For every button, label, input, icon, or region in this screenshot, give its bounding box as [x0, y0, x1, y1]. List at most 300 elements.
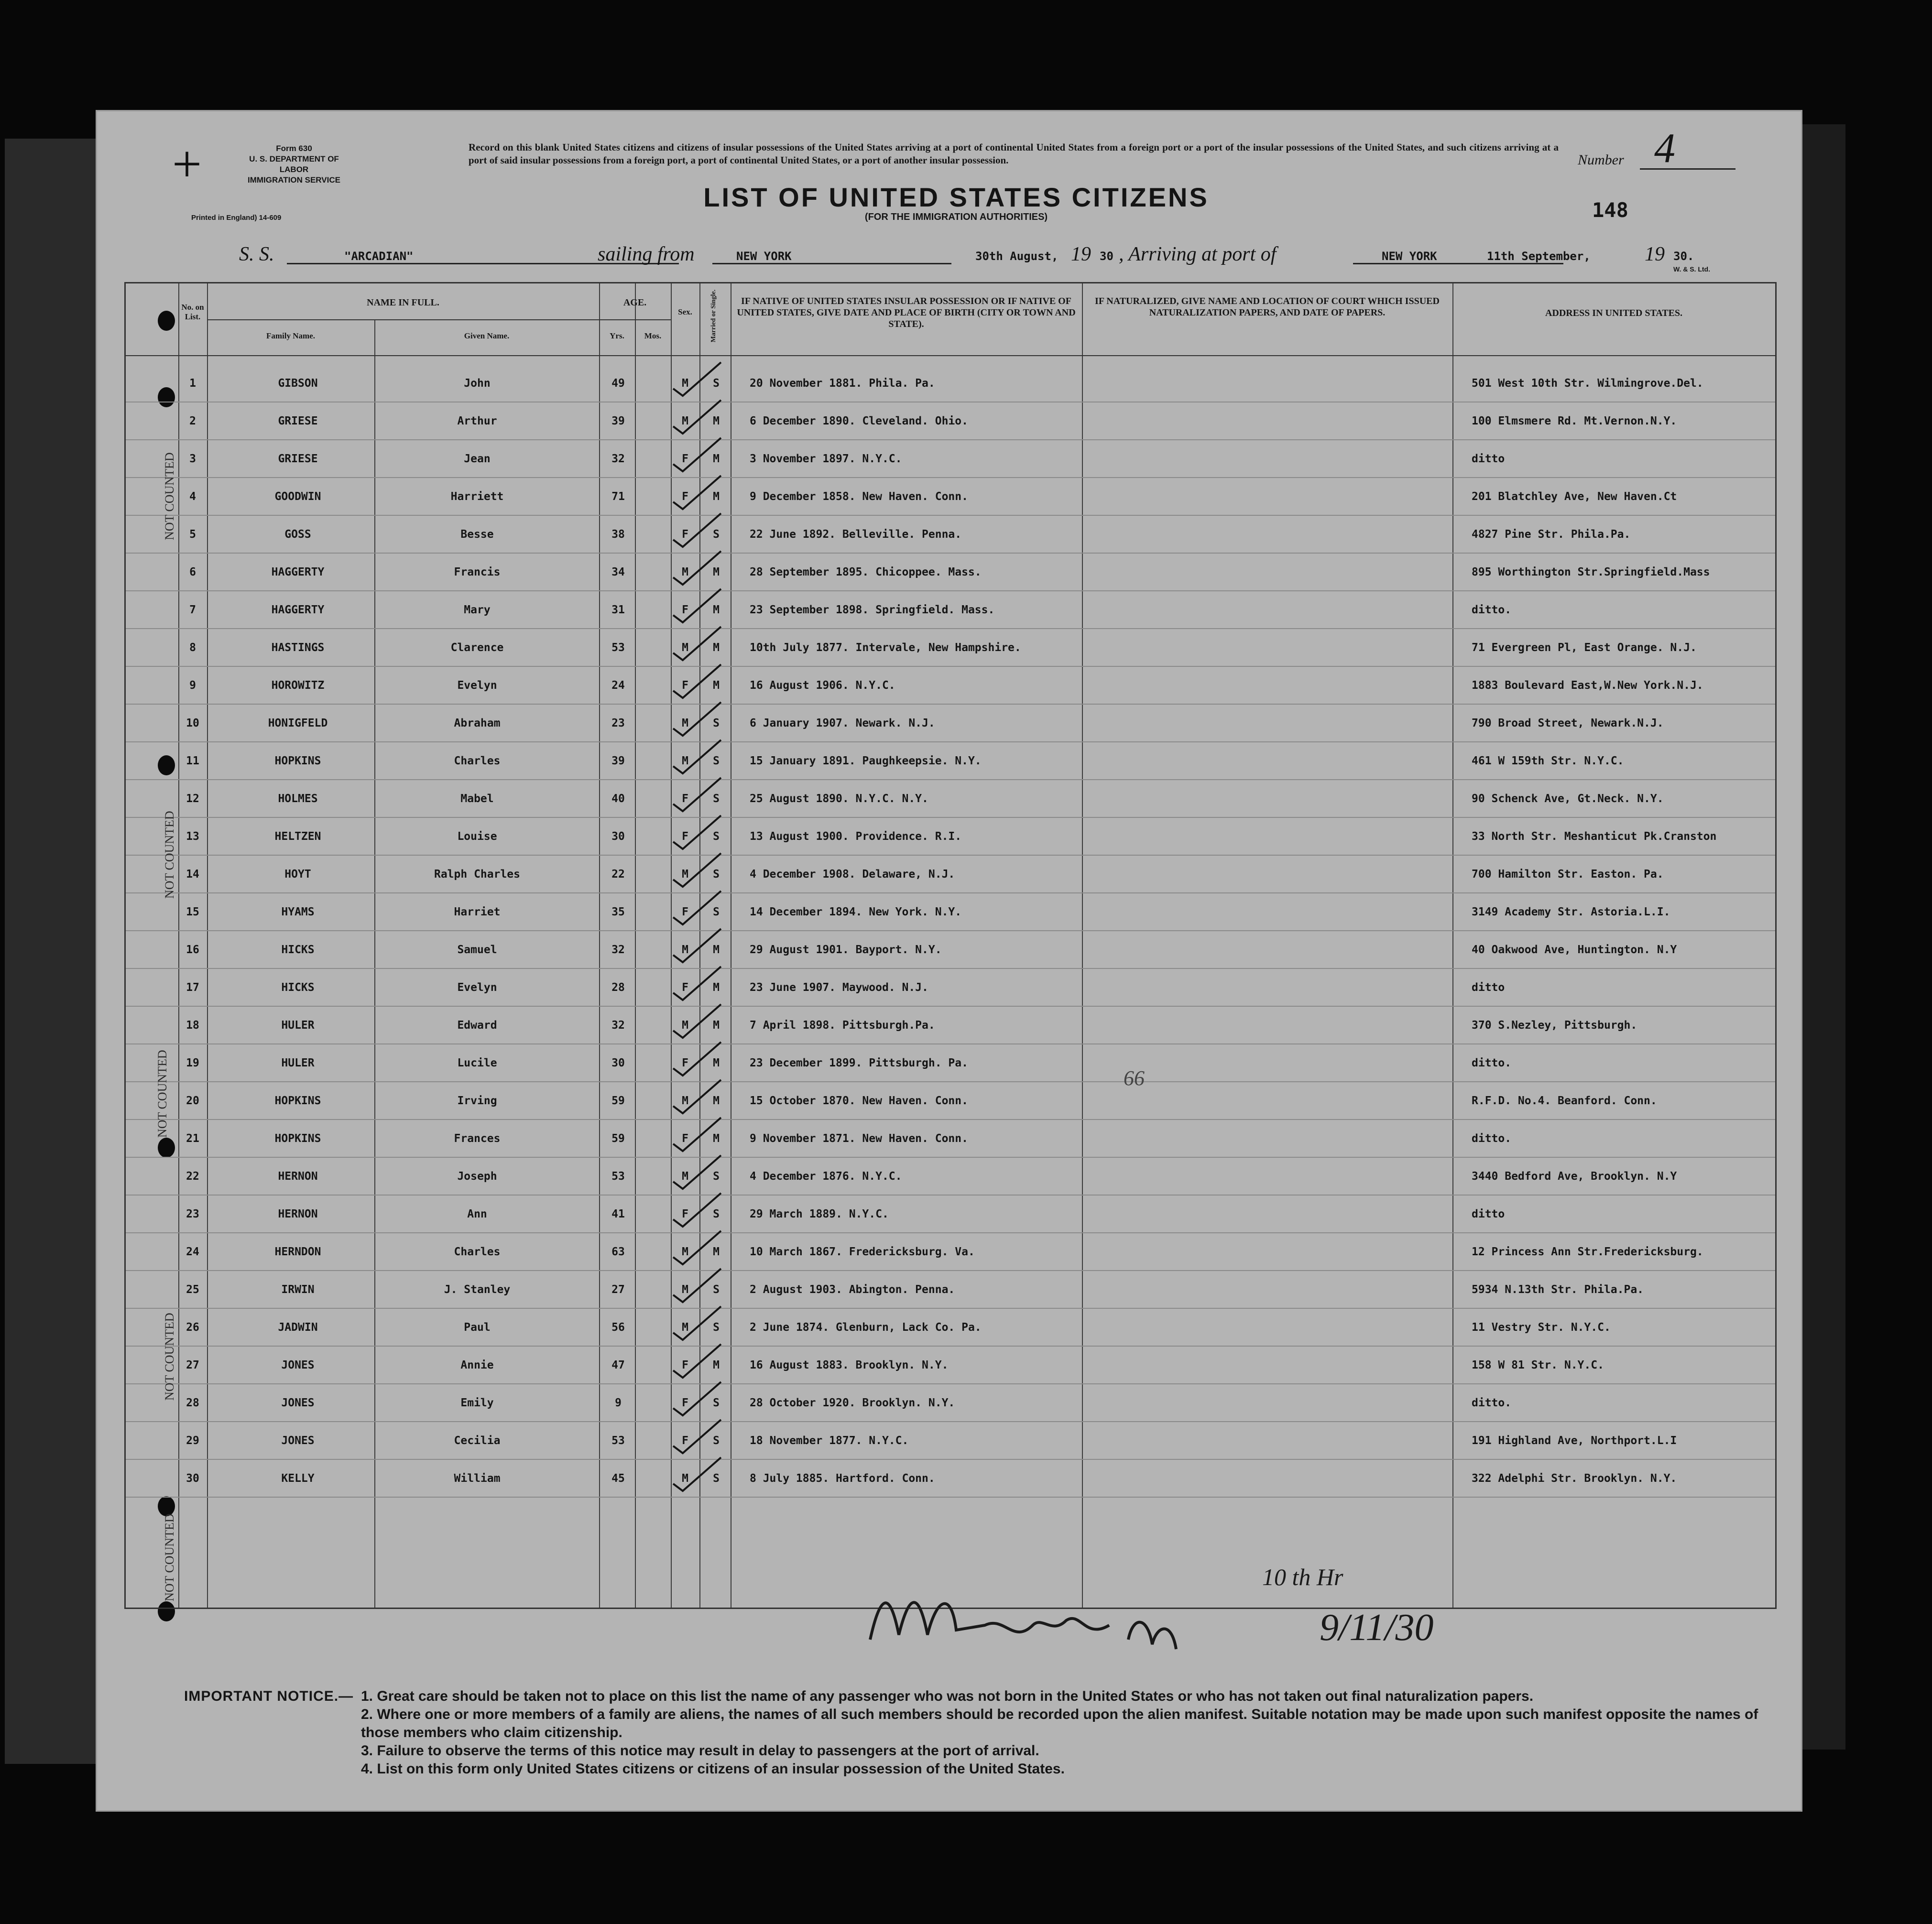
- check-mark: [668, 398, 726, 436]
- notice-lead: IMPORTANT NOTICE.—: [184, 1688, 354, 1704]
- given-name: John: [464, 377, 491, 390]
- birth-details: 9 November 1871. New Haven. Conn.: [750, 1132, 968, 1145]
- age-years: 32: [611, 1019, 625, 1032]
- given-name: Harriett: [450, 490, 504, 503]
- age-years: 63: [611, 1246, 625, 1258]
- row-number: 19: [186, 1057, 199, 1069]
- marital-status: S: [713, 868, 720, 880]
- table-row: [126, 1044, 1775, 1082]
- birth-details: 16 August 1883. Brooklyn. N.Y.: [750, 1359, 949, 1371]
- birth-details: 15 January 1891. Paughkeepsie. N.Y.: [750, 755, 982, 767]
- us-address: ditto: [1472, 981, 1505, 994]
- check-mark: [668, 473, 726, 511]
- marital-status: S: [713, 793, 720, 805]
- table-row: [126, 705, 1775, 742]
- marital-status: M: [713, 1057, 720, 1069]
- birth-details: 2 June 1874. Glenburn, Lack Co. Pa.: [750, 1321, 982, 1334]
- table-row: [126, 1384, 1775, 1422]
- given-name: Ann: [467, 1208, 487, 1220]
- marital-status: S: [713, 830, 720, 843]
- given-name: Cecilia: [454, 1435, 501, 1447]
- age-years: 39: [611, 755, 625, 767]
- row-number: 5: [189, 528, 196, 541]
- family-name: HOPKINS: [274, 1132, 321, 1145]
- family-name: HICKS: [281, 944, 315, 956]
- header-address: ADDRESS IN UNITED STATES.: [1545, 308, 1683, 318]
- us-address: ditto: [1472, 453, 1505, 465]
- family-name: JONES: [281, 1359, 315, 1371]
- header-no: No. on List.: [181, 303, 204, 321]
- birth-details: 23 December 1899. Pittsburgh. Pa.: [750, 1057, 968, 1069]
- age-years: 38: [611, 528, 625, 541]
- table-row: [126, 893, 1775, 931]
- age-years: 22: [611, 868, 625, 880]
- sex: M: [682, 1472, 688, 1485]
- table-row: [126, 969, 1775, 1006]
- age-years: 32: [611, 453, 625, 465]
- birth-details: 9 December 1858. New Haven. Conn.: [750, 490, 968, 503]
- given-name: Evelyn: [457, 981, 497, 994]
- table-row: [126, 591, 1775, 629]
- sex: M: [682, 1246, 688, 1258]
- departure-port: NEW YORK: [736, 250, 792, 263]
- row-number: 21: [186, 1132, 199, 1145]
- birth-details: 6 December 1890. Cleveland. Ohio.: [750, 415, 968, 427]
- age-years: 30: [611, 830, 625, 843]
- table-row: [126, 931, 1775, 968]
- age-years: 30: [611, 1057, 625, 1069]
- handwritten-margin-note: 66: [1124, 1066, 1145, 1090]
- form-label: [239, 143, 349, 185]
- row-number: 2: [189, 415, 196, 427]
- check-mark: [668, 1191, 726, 1229]
- sex: M: [682, 1170, 688, 1183]
- header-rule: [599, 319, 671, 320]
- birth-details: 23 June 1907. Maywood. N.J.: [750, 981, 928, 994]
- age-years: 34: [611, 566, 625, 578]
- row-number: 8: [189, 641, 196, 654]
- us-address: 322 Adelphi Str. Brooklyn. N.Y.: [1472, 1472, 1677, 1485]
- list-number: 4: [1654, 125, 1675, 172]
- marital-status: M: [713, 566, 720, 578]
- table-row: [126, 1082, 1775, 1120]
- check-mark: [668, 624, 726, 663]
- table-row: [126, 1309, 1775, 1346]
- age-years: 59: [611, 1132, 625, 1145]
- sex: M: [682, 377, 688, 390]
- birth-details: 29 March 1889. N.Y.C.: [750, 1208, 889, 1220]
- birth-details: 10th July 1877. Intervale, New Hampshire.: [750, 641, 1021, 654]
- row-number: 30: [186, 1472, 199, 1485]
- family-name: JONES: [281, 1397, 315, 1409]
- sex: M: [682, 641, 688, 654]
- sailing-date: 30th August,: [975, 250, 1059, 263]
- given-name: Jean: [464, 453, 491, 465]
- header-mos: Mos.: [644, 331, 662, 340]
- marital-status: M: [713, 981, 720, 994]
- us-address: 71 Evergreen Pl, East Orange. N.J.: [1472, 641, 1697, 654]
- age-years: 32: [611, 944, 625, 956]
- table-row: [126, 1460, 1775, 1497]
- header-sex: Sex.: [678, 307, 692, 316]
- header-native: IF NATIVE OF UNITED STATES INSULAR POSSESSION OR IF NATIVE OF UNITED STATES, GIVE DATE AND PLACE OF BIRTH (CITY OR TOWN AND STATE).: [737, 296, 1076, 329]
- sex: M: [682, 944, 688, 956]
- left-page-edge: [5, 139, 96, 1764]
- age-years: 53: [611, 1435, 625, 1447]
- given-name: Ralph Charles: [434, 868, 520, 880]
- check-mark: [668, 1380, 726, 1418]
- sex: F: [682, 1397, 688, 1409]
- family-name: GOODWIN: [274, 490, 321, 503]
- check-mark: [668, 738, 726, 776]
- row-number: 10: [186, 717, 199, 729]
- row-rule: [126, 1497, 1775, 1498]
- handwritten-check-mark: +: [172, 135, 202, 193]
- check-mark: [668, 926, 726, 965]
- check-mark: [668, 435, 726, 474]
- family-name: JONES: [281, 1435, 315, 1447]
- family-name: HYAMS: [281, 906, 315, 918]
- table-row: [126, 856, 1775, 893]
- check-mark: [668, 511, 726, 549]
- marital-status: M: [713, 1246, 720, 1258]
- row-number: 29: [186, 1435, 199, 1447]
- check-mark: [668, 1455, 726, 1493]
- not-counted-stamp: NOT COUNTED: [155, 1050, 169, 1138]
- check-mark: [668, 1153, 726, 1191]
- marital-status: S: [713, 528, 720, 541]
- age-years: 71: [611, 490, 625, 503]
- birth-details: 25 August 1890. N.Y.C. N.Y.: [750, 793, 928, 805]
- sex: F: [682, 830, 688, 843]
- age-years: 59: [611, 1095, 625, 1107]
- sex: M: [682, 1019, 688, 1032]
- sex: F: [682, 1435, 688, 1447]
- us-address: 3440 Bedford Ave, Brooklyn. N.Y: [1472, 1170, 1677, 1183]
- row-number: 24: [186, 1246, 199, 1258]
- us-address: 895 Worthington Str.Springfield.Mass: [1472, 566, 1710, 578]
- table-row: [126, 365, 1775, 402]
- row-number: 14: [186, 868, 199, 880]
- us-address: 100 Elmsmere Rd. Mt.Vernon.N.Y.: [1472, 415, 1677, 427]
- check-mark: [668, 1417, 726, 1456]
- marital-status: S: [713, 1208, 720, 1220]
- us-address: 90 Schenck Ave, Gt.Neck. N.Y.: [1472, 793, 1664, 805]
- birth-details: 3 November 1897. N.Y.C.: [750, 453, 902, 465]
- check-mark: [668, 1342, 726, 1380]
- table-row: [126, 516, 1775, 553]
- family-name: GOSS: [284, 528, 311, 541]
- table-row: [126, 1347, 1775, 1384]
- arrival-line: [1353, 263, 1563, 264]
- departure-line: [712, 263, 951, 264]
- check-mark: [668, 700, 726, 738]
- marital-status: S: [713, 1170, 720, 1183]
- check-mark: [668, 889, 726, 927]
- marital-status: M: [713, 1132, 720, 1145]
- marital-status: S: [713, 1472, 720, 1485]
- given-name: Abraham: [454, 717, 501, 729]
- sex: F: [682, 528, 688, 541]
- birth-details: 16 August 1906. N.Y.C.: [750, 679, 895, 692]
- age-years: 41: [611, 1208, 625, 1220]
- birth-details: 28 September 1895. Chicoppee. Mass.: [750, 566, 982, 578]
- row-number: 6: [189, 566, 196, 578]
- age-years: 40: [611, 793, 625, 805]
- sex: F: [682, 490, 688, 503]
- family-name: HOYT: [284, 868, 311, 880]
- family-name: HERNON: [278, 1170, 318, 1183]
- check-mark: [668, 1266, 726, 1304]
- notice-item: 1. Great care should be taken not to place on this list the name of any passenger who was not born in the United States or who has not taken out final naturalization papers.: [361, 1688, 1534, 1704]
- us-address: 370 S.Nezley, Pittsburgh.: [1472, 1019, 1637, 1032]
- row-number: 28: [186, 1397, 199, 1409]
- form-number: Form 630: [276, 144, 312, 153]
- birth-details: 4 December 1908. Delaware, N.J.: [750, 868, 955, 880]
- table-row: [126, 1007, 1775, 1044]
- not-counted-stamp: NOT COUNTED: [163, 1513, 176, 1601]
- given-name: Charles: [454, 755, 501, 767]
- row-number: 9: [189, 679, 196, 692]
- inspector-signature: [861, 1568, 1291, 1663]
- marital-status: M: [713, 641, 720, 654]
- us-address: 191 Highland Ave, Northport.L.I: [1472, 1435, 1677, 1447]
- us-address: 158 W 81 Str. N.Y.C.: [1472, 1359, 1604, 1371]
- birth-details: 7 April 1898. Pittsburgh.Pa.: [750, 1019, 935, 1032]
- arrival-port: NEW YORK: [1382, 250, 1437, 263]
- us-address: ditto: [1472, 1208, 1505, 1220]
- given-name: J. Stanley: [444, 1283, 511, 1296]
- given-name: Francis: [454, 566, 501, 578]
- row-number: 16: [186, 944, 199, 956]
- given-name: Lucile: [457, 1057, 497, 1069]
- not-counted-stamp: NOT COUNTED: [163, 452, 176, 540]
- us-address: 40 Oakwood Ave, Huntington. N.Y: [1472, 944, 1677, 956]
- given-name: Samuel: [457, 944, 497, 956]
- check-mark: [668, 587, 726, 625]
- sex: M: [682, 1095, 688, 1107]
- row-number: 20: [186, 1095, 199, 1107]
- check-mark: [668, 549, 726, 587]
- given-name: Clarence: [450, 641, 504, 654]
- marital-status: S: [713, 1283, 720, 1296]
- ss-label: S. S.: [239, 243, 274, 265]
- department-name: U. S. DEPARTMENT OF LABOR: [249, 154, 339, 174]
- us-address: 5934 N.13th Str. Phila.Pa.: [1472, 1283, 1644, 1296]
- row-number: 17: [186, 981, 199, 994]
- row-number: 22: [186, 1170, 199, 1183]
- us-address: 700 Hamilton Str. Easton. Pa.: [1472, 868, 1664, 880]
- header-yrs: Yrs.: [610, 331, 624, 340]
- year-suffix-1: 30: [1100, 250, 1113, 263]
- marital-status: M: [713, 415, 720, 427]
- family-name: HICKS: [281, 981, 315, 994]
- age-years: 24: [611, 679, 625, 692]
- us-address: R.F.D. No.4. Beanford. Conn.: [1472, 1095, 1657, 1107]
- us-address: 1883 Boulevard East,W.New York.N.J.: [1472, 679, 1703, 692]
- notice-item: 2. Where one or more members of a family are aliens, the names of all such members should be recorded upon the alien manifest. Suitable notation may be made upon such manifest opposite the names of those members who claim citizenship.: [361, 1707, 1758, 1740]
- given-name: Mary: [464, 604, 491, 616]
- family-name: GRIESE: [278, 453, 318, 465]
- table-row: [126, 780, 1775, 817]
- family-name: HERNON: [278, 1208, 318, 1220]
- given-name: Irving: [457, 1095, 497, 1107]
- row-number: 15: [186, 906, 199, 918]
- service-name: IMMIGRATION SERVICE: [248, 175, 340, 185]
- row-number: 3: [189, 453, 196, 465]
- family-name: HONIGFELD: [268, 717, 328, 729]
- header-married-single: Married or Single.: [710, 289, 717, 343]
- check-mark: [668, 1040, 726, 1078]
- sex: M: [682, 1321, 688, 1334]
- row-number: 25: [186, 1283, 199, 1296]
- table-row: [126, 402, 1775, 440]
- us-address: ditto.: [1472, 1132, 1512, 1145]
- check-mark: [668, 1304, 726, 1342]
- marital-status: M: [713, 944, 720, 956]
- table-row: [126, 818, 1775, 855]
- age-years: 31: [611, 604, 625, 616]
- us-address: ditto.: [1472, 1397, 1512, 1409]
- sex: F: [682, 1057, 688, 1069]
- header-family-name: Family Name.: [266, 331, 315, 340]
- birth-details: 29 August 1901. Bayport. N.Y.: [750, 944, 942, 956]
- age-years: 27: [611, 1283, 625, 1296]
- given-name: Joseph: [457, 1170, 497, 1183]
- row-number: 11: [186, 755, 199, 767]
- birth-details: 22 June 1892. Belleville. Penna.: [750, 528, 962, 541]
- header-name-in-full: NAME IN FULL.: [367, 297, 439, 308]
- row-number: 26: [186, 1321, 199, 1334]
- birth-details: 14 December 1894. New York. N.Y.: [750, 906, 962, 918]
- marital-status: M: [713, 1359, 720, 1371]
- notice-item: 4. List on this form only United States citizens or citizens of an insular possession of the United States.: [361, 1761, 1065, 1777]
- table-row: [126, 1196, 1775, 1233]
- header-rule: [126, 355, 1775, 356]
- birth-details: 15 October 1870. New Haven. Conn.: [750, 1095, 968, 1107]
- marital-status: S: [713, 906, 720, 918]
- marital-status: M: [713, 1019, 720, 1032]
- header-naturalized: IF NATURALIZED, GIVE NAME AND LOCATION OF COURT WHICH ISSUED NATURALIZATION PAPERS, AND DATE OF PAPERS.: [1095, 296, 1440, 318]
- birth-details: 8 July 1885. Hartford. Conn.: [750, 1472, 935, 1485]
- sex: F: [682, 906, 688, 918]
- check-mark: [668, 1115, 726, 1153]
- family-name: JADWIN: [278, 1321, 318, 1334]
- printed-note: Printed in England) 14-609: [191, 214, 282, 222]
- row-number: 13: [186, 830, 199, 843]
- check-mark: [668, 360, 726, 398]
- important-notice: [184, 1687, 1790, 1778]
- birth-details: 28 October 1920. Brooklyn. N.Y.: [750, 1397, 955, 1409]
- sex: M: [682, 415, 688, 427]
- marital-status: M: [713, 453, 720, 465]
- birth-details: 4 December 1876. N.Y.C.: [750, 1170, 902, 1183]
- given-name: Charles: [454, 1246, 501, 1258]
- printer-mark: W. & S. Ltd.: [1673, 265, 1710, 273]
- age-years: 45: [611, 1472, 625, 1485]
- sex: F: [682, 981, 688, 994]
- us-address: ditto.: [1472, 604, 1512, 616]
- birth-details: 6 January 1907. Newark. N.J.: [750, 717, 935, 729]
- sex: F: [682, 1208, 688, 1220]
- row-number: 7: [189, 604, 196, 616]
- check-mark: [668, 851, 726, 889]
- marital-status: S: [713, 717, 720, 729]
- table-row: [126, 1271, 1775, 1308]
- manifest-sheet: [96, 110, 1802, 1812]
- us-address: 790 Broad Street, Newark.N.J.: [1472, 717, 1664, 729]
- table-row: [126, 1422, 1775, 1459]
- sex: F: [682, 1359, 688, 1371]
- notice-item: 3. Failure to observe the terms of this notice may result in delay to passengers at the port of arrival.: [361, 1743, 1039, 1759]
- us-address: 33 North Str. Meshanticut Pk.Cranston: [1472, 830, 1717, 843]
- given-name: Emily: [460, 1397, 494, 1409]
- given-name: Mabel: [460, 793, 494, 805]
- sex: F: [682, 604, 688, 616]
- age-years: 56: [611, 1321, 625, 1334]
- marital-status: M: [713, 604, 720, 616]
- marital-status: M: [713, 490, 720, 503]
- marital-status: S: [713, 755, 720, 767]
- header-rule: [207, 319, 599, 320]
- sex: F: [682, 1132, 688, 1145]
- not-counted-stamp: NOT COUNTED: [163, 811, 176, 899]
- family-name: HAGGERTY: [271, 604, 325, 616]
- us-address: ditto.: [1472, 1057, 1512, 1069]
- age-years: 28: [611, 981, 625, 994]
- table-row: [126, 478, 1775, 515]
- sex: M: [682, 1283, 688, 1296]
- passenger-table: [124, 282, 1777, 1609]
- us-address: 3149 Academy Str. Astoria.L.I.: [1472, 906, 1670, 918]
- arriving-label: , Arriving at port of: [1119, 243, 1277, 265]
- check-mark: [668, 964, 726, 1002]
- us-address: 4827 Pine Str. Phila.Pa.: [1472, 528, 1631, 541]
- birth-details: 10 March 1867. Fredericksburg. Va.: [750, 1246, 975, 1258]
- page-title: LIST OF UNITED STATES CITIZENS: [703, 182, 1209, 212]
- header-given-name: Given Name.: [464, 331, 510, 340]
- check-mark: [668, 1228, 726, 1267]
- given-name: Evelyn: [457, 679, 497, 692]
- given-name: Edward: [457, 1019, 497, 1032]
- birth-details: 18 November 1877. N.Y.C.: [750, 1435, 909, 1447]
- sailing-label: sailing from: [598, 243, 695, 265]
- given-name: Besse: [460, 528, 494, 541]
- age-years: 53: [611, 1170, 625, 1183]
- header-age: AGE.: [623, 297, 647, 308]
- age-years: 23: [611, 717, 625, 729]
- table-row: [126, 440, 1775, 478]
- us-address: 12 Princess Ann Str.Fredericksburg.: [1472, 1246, 1703, 1258]
- birth-details: 13 August 1900. Providence. R.I.: [750, 830, 962, 843]
- table-row: [126, 1233, 1775, 1271]
- year-prefix-1: 19: [1071, 243, 1091, 265]
- family-name: HULER: [281, 1057, 315, 1069]
- family-name: HOPKINS: [274, 755, 321, 767]
- marital-status: S: [713, 1435, 720, 1447]
- given-name: Louise: [457, 830, 497, 843]
- arrival-date: 11th September,: [1487, 250, 1591, 263]
- family-name: IRWIN: [281, 1283, 315, 1296]
- family-name: HOLMES: [278, 793, 318, 805]
- marital-status: M: [713, 1095, 720, 1107]
- year-suffix-2: 30.: [1673, 250, 1694, 263]
- record-instructions: Record on this blank United States citizens and citizens of insular possessions of the United States arriving at a port of continental United States from a foreign port or a port of the insular possessions of the United States, and such citizens arriving at a port of said insular possessions from a foreign port, a port of continental United States, or a port of another insular possession.: [469, 141, 1559, 166]
- given-name: Annie: [460, 1359, 494, 1371]
- given-name: William: [454, 1472, 501, 1485]
- sex: F: [682, 679, 688, 692]
- sex: M: [682, 566, 688, 578]
